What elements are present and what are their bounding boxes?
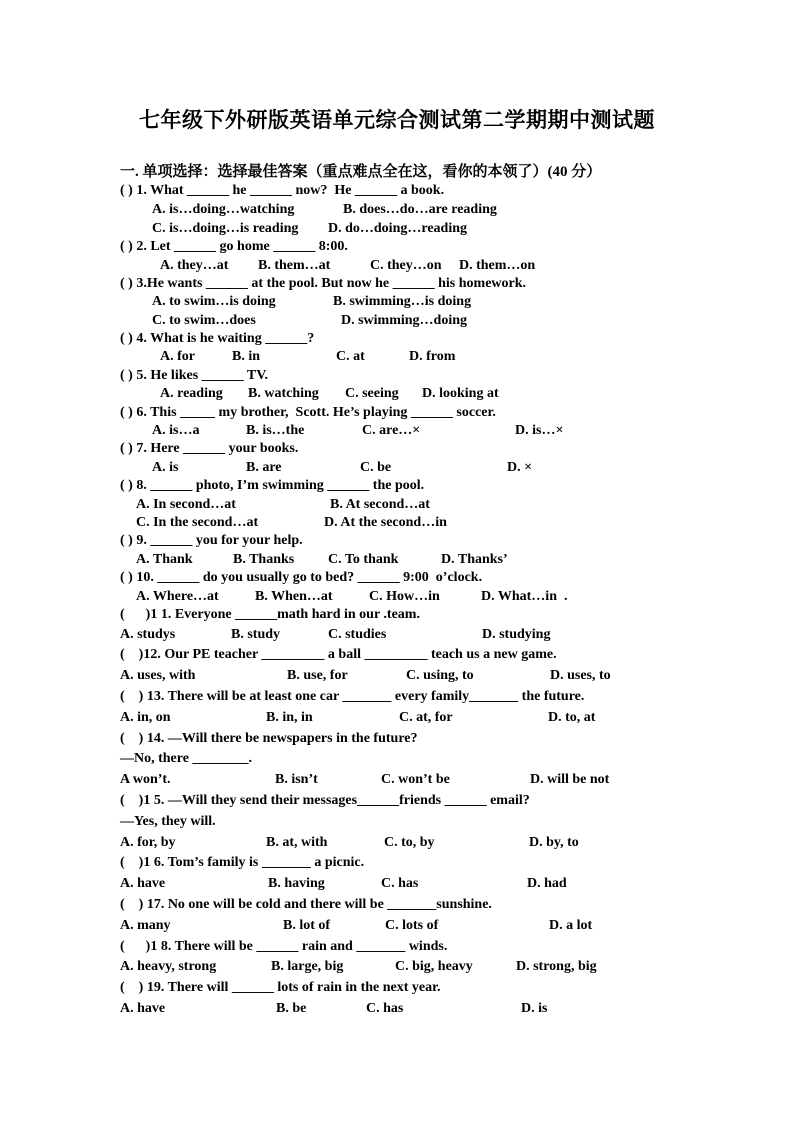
question-18-option: A. heavy, strong bbox=[120, 959, 217, 974]
question-7-option: D. × bbox=[507, 460, 533, 475]
question-11-option: D. studying bbox=[482, 627, 551, 642]
question-4-option: C. at bbox=[336, 349, 365, 364]
question-6-option: B. is…the bbox=[246, 423, 305, 438]
question-11-option: C. studies bbox=[328, 627, 387, 642]
question-12-option: D. uses, to bbox=[550, 668, 611, 683]
question-13-option: C. at, for bbox=[399, 710, 453, 725]
document-title: 七年级下外研版英语单元综合测试第二学期期中测试题 bbox=[139, 108, 655, 132]
question-16-option: C. has bbox=[381, 876, 419, 891]
question-10-option: C. How…in bbox=[369, 589, 440, 604]
question-7: ( ) 7. Here ______ your books. bbox=[120, 441, 299, 456]
question-9-option: A. Thank bbox=[136, 552, 193, 567]
question-7-option: C. be bbox=[360, 460, 392, 475]
question-5-option: B. watching bbox=[248, 386, 319, 401]
question-10-option: D. What…in . bbox=[481, 589, 568, 604]
question-1-option: C. is…doing…is reading bbox=[152, 221, 299, 236]
question-9-option: D. Thanks’ bbox=[441, 552, 508, 567]
question-8-option: A. In second…at bbox=[136, 497, 236, 512]
question-13: ( ) 13. There will be at least one car _______ every family_______ the future. bbox=[120, 689, 585, 704]
question-14-option: D. will be not bbox=[530, 772, 610, 787]
question-3-option: D. swimming…doing bbox=[341, 313, 468, 328]
question-18: ( )1 8. There will be ______ rain and _______ winds. bbox=[120, 939, 448, 954]
question-3-option: A. to swim…is doing bbox=[152, 294, 276, 309]
question-9: ( ) 9. ______ you for your help. bbox=[120, 533, 303, 548]
question-2-option: A. they…at bbox=[160, 258, 229, 273]
question-11: ( )1 1. Everyone ______math hard in our .team. bbox=[120, 607, 420, 622]
question-2-option: C. they…on bbox=[370, 258, 442, 273]
question-9-option: C. To thank bbox=[328, 552, 399, 567]
question-19-option: B. be bbox=[276, 1001, 307, 1016]
question-11-option: A. studys bbox=[120, 627, 176, 642]
question-8-option: B. At second…at bbox=[330, 497, 430, 512]
question-7-option: B. are bbox=[246, 460, 282, 475]
question-3: ( ) 3.He wants ______ at the pool. But now he ______ his homework. bbox=[120, 276, 527, 291]
question-14-option: A won’t. bbox=[120, 772, 171, 787]
question-19-option: A. have bbox=[120, 1001, 166, 1016]
question-6-option: D. is…× bbox=[515, 423, 564, 438]
question-12-option: A. uses, with bbox=[120, 668, 196, 683]
question-11-option: B. study bbox=[231, 627, 281, 642]
question-18-option: C. big, heavy bbox=[395, 959, 473, 974]
question-14-option: B. isn’t bbox=[275, 772, 318, 787]
question-5: ( ) 5. He likes ______ TV. bbox=[120, 368, 269, 383]
question-6-option: C. are…× bbox=[362, 423, 421, 438]
question-15-reply: —Yes, they will. bbox=[120, 814, 216, 829]
question-5-option: A. reading bbox=[160, 386, 223, 401]
question-6: ( ) 6. This _____ my brother, Scott. He’s playing ______ soccer. bbox=[120, 405, 496, 420]
question-18-option: D. strong, big bbox=[516, 959, 597, 974]
question-12-option: B. use, for bbox=[287, 668, 348, 683]
question-10-option: A. Where…at bbox=[136, 589, 219, 604]
question-8-option: C. In the second…at bbox=[136, 515, 259, 530]
question-17-option: C. lots of bbox=[385, 918, 439, 933]
question-14: ( ) 14. —Will there be newspapers in the future? bbox=[120, 731, 418, 746]
question-12: ( )12. Our PE teacher _________ a ball _________ teach us a new game. bbox=[120, 647, 557, 662]
question-13-option: D. to, at bbox=[548, 710, 596, 725]
question-14-reply: —No, there ________. bbox=[120, 751, 252, 766]
question-4: ( ) 4. What is he waiting ______? bbox=[120, 331, 315, 346]
question-16-option: B. having bbox=[268, 876, 325, 891]
question-17-option: B. lot of bbox=[283, 918, 331, 933]
question-4-option: D. from bbox=[409, 349, 456, 364]
question-1-option: B. does…do…are reading bbox=[343, 202, 497, 217]
question-19-option: C. has bbox=[366, 1001, 404, 1016]
question-2-option: B. them…at bbox=[258, 258, 331, 273]
question-2-option: D. them…on bbox=[459, 258, 536, 273]
question-15-option: A. for, by bbox=[120, 835, 176, 850]
question-16: ( )1 6. Tom’s family is _______ a picnic. bbox=[120, 855, 365, 870]
question-3-option: B. swimming…is doing bbox=[333, 294, 472, 309]
question-1-option: D. do…doing…reading bbox=[328, 221, 467, 236]
question-13-option: B. in, in bbox=[266, 710, 313, 725]
question-1-option: A. is…doing…watching bbox=[152, 202, 295, 217]
question-17: ( ) 17. No one will be cold and there will be _______sunshine. bbox=[120, 897, 492, 912]
question-8-option: D. At the second…in bbox=[324, 515, 447, 530]
question-10-option: B. When…at bbox=[255, 589, 333, 604]
question-13-option: A. in, on bbox=[120, 710, 171, 725]
question-19-option: D. is bbox=[521, 1001, 548, 1016]
question-17-option: D. a lot bbox=[549, 918, 593, 933]
question-1: ( ) 1. What ______ he ______ now? He ______ a book. bbox=[120, 183, 445, 198]
question-15-option: D. by, to bbox=[529, 835, 579, 850]
question-4-option: B. in bbox=[232, 349, 261, 364]
question-9-option: B. Thanks bbox=[233, 552, 295, 567]
question-2: ( ) 2. Let ______ go home ______ 8:00. bbox=[120, 239, 348, 254]
section-heading: 一. 单项选择：选择最佳答案（重点难点全在这，看你的本领了）(40 分） bbox=[120, 164, 602, 180]
question-5-option: D. looking at bbox=[422, 386, 499, 401]
question-10: ( ) 10. ______ do you usually go to bed? ______ 9:00 o’clock. bbox=[120, 570, 483, 585]
question-5-option: C. seeing bbox=[345, 386, 399, 401]
question-19: ( ) 19. There will ______ lots of rain in the next year. bbox=[120, 980, 441, 995]
question-4-option: A. for bbox=[160, 349, 195, 364]
question-16-option: A. have bbox=[120, 876, 166, 891]
question-15-option: C. to, by bbox=[384, 835, 435, 850]
question-12-option: C. using, to bbox=[406, 668, 474, 683]
question-16-option: D. had bbox=[527, 876, 567, 891]
question-7-option: A. is bbox=[152, 460, 179, 475]
question-8: ( ) 8. ______ photo, I’m swimming ______ the pool. bbox=[120, 478, 425, 493]
question-17-option: A. many bbox=[120, 918, 171, 933]
question-6-option: A. is…a bbox=[152, 423, 200, 438]
question-3-option: C. to swim…does bbox=[152, 313, 256, 328]
question-18-option: B. large, big bbox=[271, 959, 344, 974]
question-15-option: B. at, with bbox=[266, 835, 328, 850]
question-15: ( )1 5. —Will they send their messages______friends ______ email? bbox=[120, 793, 530, 808]
question-14-option: C. won’t be bbox=[381, 772, 450, 787]
